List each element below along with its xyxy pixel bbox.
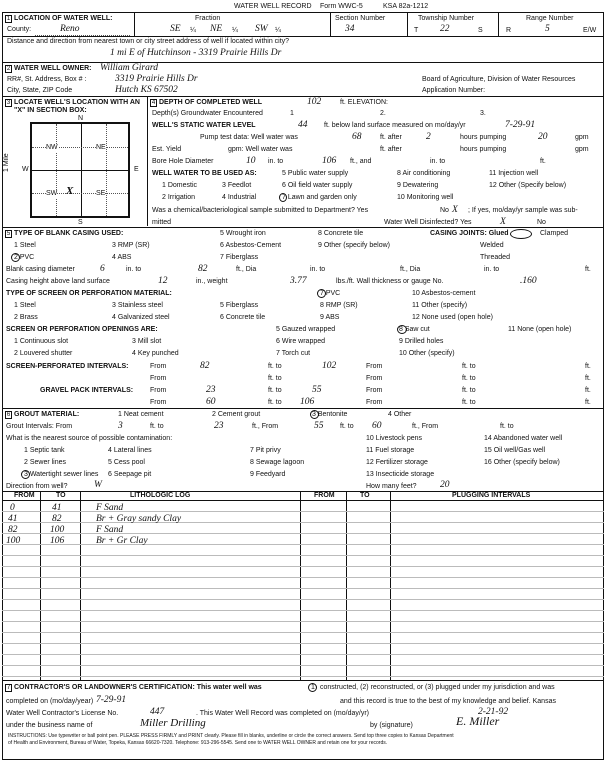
contam-9: 9 Feedyard <box>250 471 286 478</box>
quarter-mark: ¼ <box>275 27 281 34</box>
chem-no-mark[interactable]: X <box>452 205 458 215</box>
to-label: ft. to <box>268 387 282 394</box>
casing-6: 6 Asbestos-Cement <box>220 242 282 249</box>
screen-12: 12 None used (open hole) <box>412 314 493 321</box>
license-number[interactable]: 447 <box>150 707 165 717</box>
log-row-desc: F Sand <box>96 525 124 535</box>
business-name-label: under the business name of <box>6 722 93 729</box>
plug-to-header: TO <box>360 492 370 499</box>
log-rule <box>2 566 604 567</box>
opening-1: 1 Continuous slot <box>14 338 69 345</box>
grout1-to[interactable]: 23 <box>214 421 224 431</box>
screen-2: 2 Brass <box>14 314 38 321</box>
contam-10: 10 Livestock pens <box>366 435 423 442</box>
chem-mitted: mitted <box>152 219 172 226</box>
use-7: 7 Lawn and garden only <box>282 194 357 201</box>
contam-2: 2 Sewer lines <box>24 459 67 466</box>
log-rule <box>2 643 604 644</box>
address-label: RR#, St. Address, Box # : <box>7 76 87 83</box>
county-label: County: <box>7 26 32 33</box>
log-rule <box>2 577 604 578</box>
log-rule <box>2 533 604 534</box>
statute: KSA 82a-1212 <box>383 3 429 10</box>
ft-from-label: ft., From <box>252 423 279 430</box>
contam-13: 13 Insecticide storage <box>366 471 435 478</box>
pump-test-label: Pump test data: Well water was <box>200 134 298 141</box>
contam-11: 11 Fuel storage <box>366 447 415 454</box>
opening-3: 3 Mill slot <box>132 338 162 345</box>
completed-on-label: completed on (mo/day/year) <box>6 698 94 705</box>
log-rule <box>2 665 604 666</box>
gw-2: 2. <box>380 110 386 117</box>
gw-3: 3. <box>480 110 486 117</box>
log-rule <box>2 511 604 512</box>
plug-from-header: FROM <box>314 492 335 499</box>
sw-label: SW <box>46 190 58 197</box>
welded-label: Welded <box>480 242 504 249</box>
range-prefix: R <box>506 27 512 34</box>
clamped-label: Clamped <box>540 230 569 237</box>
west-label: W <box>22 166 29 173</box>
grout-3: 3 Bentonite <box>312 411 348 418</box>
grout-label: GROUT MATERIAL: <box>14 411 80 418</box>
north-label: N <box>78 115 84 122</box>
casing-2: 2 PVC <box>14 254 35 261</box>
gw-1: 1 <box>290 110 294 117</box>
casing-depth[interactable]: 82 <box>198 264 208 274</box>
bore-and-label: ft., and <box>350 158 372 165</box>
contam-15: 15 Oil well/Gas well <box>484 447 546 454</box>
owner-value[interactable]: William Girard <box>100 63 158 73</box>
gravel1-from[interactable]: 23 <box>206 385 216 395</box>
record-completed-label: . This Water Well Record was completed on (mo/day/yr) <box>196 710 369 717</box>
dia-rest2: in. to <box>310 266 326 273</box>
grout1-from[interactable]: 3 <box>118 421 123 431</box>
opening-2: 2 Louvered shutter <box>14 350 73 357</box>
use-1: 1 Domestic <box>162 182 198 189</box>
to-label: ft. to <box>268 363 282 370</box>
static-level-value[interactable]: 44 <box>298 120 308 130</box>
section-number-value[interactable]: 34 <box>345 24 355 34</box>
log-row-to: 41 <box>52 503 62 513</box>
static-level-text: ft. below land surface measured on mo/day/yr <box>324 122 466 129</box>
grout-intervals-label: Grout Intervals: From <box>6 423 73 430</box>
gravel1-to[interactable]: 55 <box>312 385 322 395</box>
casing-weight[interactable]: 3.77 <box>290 276 307 286</box>
use-11: 11 Injection well <box>489 170 539 177</box>
mile-label: 1 Mile <box>3 153 10 172</box>
log-row-from: 0 <box>10 503 15 513</box>
range-label: Range Number <box>526 15 574 22</box>
business-name[interactable]: Miller Drilling <box>140 717 206 729</box>
log-row-desc: F Sand <box>96 503 124 513</box>
log-row-from: 82 <box>8 525 18 535</box>
screen-9: 9 ABS <box>320 314 340 321</box>
opening-6: 6 Wire wrapped <box>276 338 326 345</box>
signature[interactable]: E. Miller <box>456 714 500 728</box>
ft-label: ft. <box>585 375 591 382</box>
hours-pumping-label: hours pumping <box>460 134 507 141</box>
openings-label: SCREEN OR PERFORATION OPENINGS ARE: <box>6 326 158 333</box>
fraction-a[interactable]: SE <box>170 24 181 34</box>
from-label: From <box>366 399 383 406</box>
perf-intervals-label: SCREEN-PERFORATED INTERVALS: <box>6 363 129 370</box>
section-number-label: Section Number <box>335 15 386 22</box>
from-label: From <box>366 375 383 382</box>
contam-12: 12 Fertilizer storage <box>366 459 428 466</box>
ft-to-label: ft. to <box>150 423 164 430</box>
how-many-feet[interactable]: 20 <box>440 480 450 490</box>
casing-5: 5 Wrought iron <box>220 230 266 237</box>
screen-6: 6 Concrete tile <box>220 314 266 321</box>
certification-option-1: 1 <box>311 684 315 691</box>
gpm-label: gpm <box>575 134 589 141</box>
casing-diameter-label: Blank casing diameter <box>6 266 75 273</box>
bore-label: Bore Hole Diameter <box>152 158 214 165</box>
log-rule <box>2 610 604 611</box>
opening-8: 8 Saw cut <box>399 326 430 333</box>
screen-4: 4 Galvanized steel <box>112 314 170 321</box>
contamination-label: What is the nearest source of possible contamination: <box>6 435 173 442</box>
grout-4: 4 Other <box>388 411 412 418</box>
from-label: From <box>150 375 167 382</box>
south-label: S <box>78 219 83 226</box>
use-12: 12 Other (Specify below) <box>489 182 567 189</box>
ft-label: ft. <box>540 158 546 165</box>
contam-1: 1 Septic tank <box>24 447 65 454</box>
log-rule <box>2 599 604 600</box>
application-label: Application Number: <box>422 87 486 94</box>
instructions-line-1: INSTRUCTIONS: Use typewriter or ball point pen. PLEASE PRESS FIRMLY and PRINT clearly. Please fill in blanks, underline or circle the correct answers. Send top three copies to Kansas Department <box>8 733 454 739</box>
log-row-desc: Br + Gray sandy Clay <box>96 514 182 524</box>
ne-label: NE <box>96 144 106 151</box>
gravel2-to[interactable]: 106 <box>300 397 315 407</box>
direction-value[interactable]: 1 mi E of Hutchinson - 3319 Prairie Hills Dr <box>110 48 282 58</box>
static-level-label: WELL'S STATIC WATER LEVEL <box>152 122 256 129</box>
perf-from[interactable]: 82 <box>200 361 210 371</box>
completed-on-date[interactable]: 7-29-91 <box>96 695 127 705</box>
casing-height-label: Casing height above land surface <box>6 278 110 285</box>
to-label: ft. to <box>268 375 282 382</box>
contam-5: 5 Cess pool <box>108 459 145 466</box>
nw-label: NW <box>46 144 58 151</box>
screen-10: 10 Asbestos-cement <box>412 290 476 297</box>
elevation-label: ft. ELEVATION: <box>340 99 388 106</box>
se-label: SE <box>96 190 106 197</box>
grout2-to[interactable]: 60 <box>372 421 382 431</box>
true-statement: and this record is true to the best of my knowledge and belief. Kansas <box>340 698 556 705</box>
gauge-label: lbs./ft. Wall thickness or gauge No. <box>336 278 444 285</box>
section-3-number: 3 <box>6 100 11 106</box>
log-to-header: TO <box>56 492 66 499</box>
screen-7: 7 PVC <box>320 290 341 297</box>
log-row-desc: Br + Gr Clay <box>96 536 148 546</box>
ft-from-label: ft., From <box>412 423 439 430</box>
casing-1: 1 Steel <box>14 242 36 249</box>
log-rule <box>2 676 604 677</box>
chem-sample-question: Was a chemical/bacteriological sample submitted to Department? Yes <box>152 207 369 214</box>
screen-5: 5 Fiberglass <box>220 302 259 309</box>
to-label: ft. to <box>462 387 476 394</box>
dia-to: in. to <box>126 266 142 273</box>
contam-8: 8 Sewage lagoon <box>250 459 305 466</box>
log-rule <box>2 654 604 655</box>
static-date[interactable]: 7-29-91 <box>505 120 536 130</box>
section-7-number: 7 <box>6 685 11 691</box>
section-1-number: 1 <box>6 16 11 22</box>
bore-to-label: in. to <box>268 158 284 165</box>
fraction-label: Fraction <box>195 15 221 22</box>
form-title: WATER WELL RECORD <box>234 3 312 10</box>
well-location-mark[interactable]: X <box>66 185 74 197</box>
log-row-from: 41 <box>8 514 18 524</box>
casing-label: TYPE OF BLANK CASING USED: <box>14 230 124 237</box>
fraction-b[interactable]: NE <box>210 24 223 34</box>
dia-rest: ft., Dia <box>236 266 257 273</box>
signature-label: by (signature) <box>370 722 413 729</box>
address-value[interactable]: 3319 Prairie Hills Dr <box>115 74 198 84</box>
log-rule <box>2 522 604 523</box>
screen-11: 11 Other (specify) <box>412 302 468 309</box>
dia-rest4: in. to <box>484 266 500 273</box>
contam-6: 6 Seepage pit <box>108 471 152 478</box>
use-label: WELL WATER TO BE USED AS: <box>152 170 257 177</box>
gravel-intervals-label: GRAVEL PACK INTERVALS: <box>40 387 134 394</box>
how-many-feet-label: How many feet? <box>366 483 417 490</box>
casing-4: 4 ABS <box>112 254 132 261</box>
grout-1: 1 Neat cement <box>118 411 164 418</box>
casing-gauge[interactable]: .160 <box>520 276 537 286</box>
use-9: 9 Dewatering <box>397 182 439 189</box>
township-value[interactable]: 22 <box>440 24 450 34</box>
city-value[interactable]: Hutch KS 67502 <box>115 85 178 95</box>
casing-7: 7 Fiberglass <box>220 254 259 261</box>
contam-4: 4 Lateral lines <box>108 447 152 454</box>
license-label: Water Well Contractor's License No. <box>6 710 119 717</box>
grout2-from[interactable]: 55 <box>314 421 324 431</box>
from-label: From <box>150 387 167 394</box>
from-label: From <box>366 387 383 394</box>
weight-label: in., weight <box>196 278 228 285</box>
screen-8: 8 RMP (SR) <box>320 302 358 309</box>
use-8: 8 Air conditioning <box>397 170 451 177</box>
casing-8: 8 Concrete tile <box>318 230 364 237</box>
yield-gpm-label: gpm: Well water was <box>228 146 293 153</box>
dia-rest3: ft., Dia <box>400 266 421 273</box>
yield-label: Est. Yield <box>152 146 182 153</box>
use-10: 10 Monitoring well <box>397 194 454 201</box>
pump-gpm[interactable]: 20 <box>538 132 548 142</box>
dia-rest5: ft. <box>585 266 591 273</box>
casing-height[interactable]: 12 <box>158 276 168 286</box>
disinfected-no-label: No <box>537 219 546 226</box>
chem-no-label: No <box>440 207 449 214</box>
log-row-to: 106 <box>50 536 65 546</box>
log-rule <box>2 588 604 589</box>
opening-5: 5 Gauzed wrapped <box>276 326 336 333</box>
east-label: E <box>134 166 139 173</box>
after-label: ft. after <box>380 146 402 153</box>
opening-11: 11 None (open hole) <box>508 326 572 333</box>
log-row-to: 82 <box>52 514 62 524</box>
contam-16: 16 Other (specify below) <box>484 459 560 466</box>
township-suffix: S <box>478 27 483 34</box>
use-2: 2 Irrigation <box>162 194 196 201</box>
township-label: Township Number <box>418 15 475 22</box>
use-5: 5 Public water supply <box>282 170 349 177</box>
plugging-intervals-header: PLUGGING INTERVALS <box>452 492 531 499</box>
certification-text: constructed, (2) reconstructed, or (3) plugged under my jurisdiction and was <box>320 684 555 691</box>
opening-4: 4 Key punched <box>132 350 179 357</box>
instructions-line-2: of Health and Environment, Bureau of Water, Topeka, Kansas 66620-7320. Telephone: 913-296-5545. Send one to WATER WELL OWNER and retain one for your records. <box>8 740 388 746</box>
log-row-to: 100 <box>50 525 65 535</box>
contam-14: 14 Abandoned water well <box>484 435 563 442</box>
log-rule <box>2 544 604 545</box>
casing-9: 9 Other (specify below) <box>318 242 390 249</box>
disinfected-label: Water Well Disinfected? Yes <box>384 219 472 226</box>
screen-1: 1 Steel <box>14 302 36 309</box>
from-label: From <box>150 363 167 370</box>
after-label: ft. after <box>380 134 402 141</box>
log-rule <box>2 555 604 556</box>
grout-2: 2 Cement grout <box>212 411 261 418</box>
to-label: ft. to <box>462 399 476 406</box>
threaded-label: Threaded <box>480 254 510 261</box>
quarter-mark: ¼ <box>190 27 196 34</box>
use-4: 4 Industrial <box>222 194 257 201</box>
lithologic-log-header: LITHOLOGIC LOG <box>130 492 191 499</box>
section-2-number: 2 <box>6 66 11 72</box>
gpm-label: gpm <box>575 146 589 153</box>
bore-diameter[interactable]: 10 <box>246 156 256 166</box>
screen-3: 3 Stainless steel <box>112 302 163 309</box>
to-label: ft. to <box>462 363 476 370</box>
use-6: 6 Oil field water supply <box>282 182 353 189</box>
ft-to-label: ft. to <box>340 423 354 430</box>
groundwater-label: Depth(s) Groundwater Encountered <box>152 110 263 117</box>
opening-9: 9 Drilled holes <box>399 338 444 345</box>
ft-label: ft. <box>585 363 591 370</box>
to-label: ft. to <box>268 399 282 406</box>
log-from-header: FROM <box>14 492 35 499</box>
joints-label: CASING JOINTS: Glued <box>430 230 509 237</box>
range-suffix: E/W <box>583 27 597 34</box>
direction-from-well[interactable]: W <box>94 480 102 490</box>
ft-to-label: ft. to <box>500 423 514 430</box>
section-6-number: 6 <box>6 412 11 418</box>
certification-label: CONTRACTOR'S OR LANDOWNER'S CERTIFICATION: This water well was <box>14 684 262 691</box>
section-box <box>30 122 130 218</box>
use-3: 3 Feedlot <box>222 182 252 189</box>
log-row-from: 100 <box>6 536 21 546</box>
chem-sample-rest: ; If yes, mo/day/yr sample was sub- <box>468 207 578 214</box>
bore-depth[interactable]: 106 <box>322 156 337 166</box>
board-text: Board of Agriculture, Division of Water Resources <box>422 76 576 83</box>
log-rule <box>2 621 604 622</box>
opening-10: 10 Other (specify) <box>399 350 455 357</box>
to-label: ft. to <box>462 375 476 382</box>
contam-3: 3 Watertight sewer lines <box>24 471 99 478</box>
depth-value[interactable]: 102 <box>307 97 322 107</box>
direction-from-well-label: Direction from well? <box>6 483 68 490</box>
casing-diameter[interactable]: 6 <box>100 264 105 274</box>
pump-hours[interactable]: 2 <box>426 132 431 142</box>
hours-pumping-label: hours pumping <box>460 146 507 153</box>
ft-label: ft. <box>585 387 591 394</box>
pump-water-level[interactable]: 68 <box>352 132 362 142</box>
township-prefix: T <box>414 27 419 34</box>
screen-material-label: TYPE OF SCREEN OR PERFORATION MATERIAL: <box>6 290 172 297</box>
owner-label: WATER WELL OWNER: <box>14 65 92 72</box>
depth-label: DEPTH OF COMPLETED WELL <box>159 99 263 106</box>
record-completed-date[interactable]: 2-21-92 <box>478 707 509 717</box>
location-label: LOCATION OF WATER WELL: <box>14 15 113 22</box>
from-label: From <box>366 363 383 370</box>
in-to-label: in. to <box>430 158 446 165</box>
gravel2-from[interactable]: 60 <box>206 397 216 407</box>
quarter-mark: ¼ <box>232 27 238 34</box>
casing-3: 3 RMP (SR) <box>112 242 150 249</box>
opening-7: 7 Torch cut <box>276 350 311 357</box>
locate-label: LOCATE WELL'S LOCATION WITH AN "X" IN SECTION BOX: <box>14 99 140 114</box>
direction-label: Distance and direction from nearest town or city street address of well if located within city? <box>7 38 290 45</box>
ft-label: ft. <box>585 399 591 406</box>
county-value[interactable]: Reno <box>60 24 80 34</box>
contam-7: 7 Pit privy <box>250 447 281 454</box>
section-5-number: 5 <box>6 231 11 237</box>
range-value[interactable]: 5 <box>545 24 550 34</box>
fraction-c[interactable]: SW <box>255 24 268 34</box>
form-number: Form WWC-5 <box>320 3 363 10</box>
log-rule <box>2 632 604 633</box>
city-label: City, State, ZIP Code <box>7 87 73 94</box>
disinfected-yes-mark[interactable]: X <box>500 217 506 227</box>
perf-to[interactable]: 102 <box>322 361 337 371</box>
from-label: From <box>150 399 167 406</box>
section-4-number: 4 <box>151 100 156 106</box>
